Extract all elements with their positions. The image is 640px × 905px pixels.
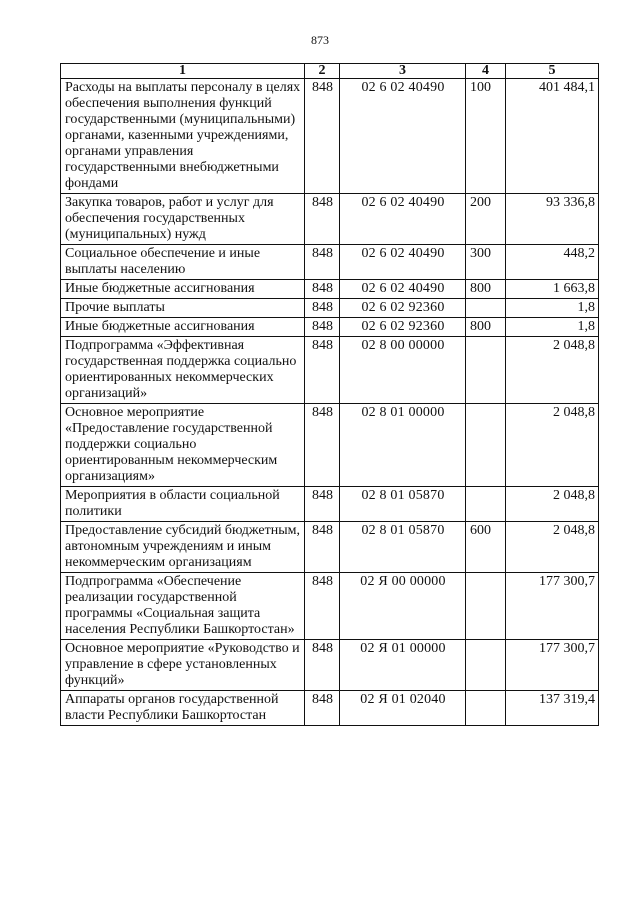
- table-row: [61, 280, 599, 299]
- row-name: Предоставление субсидий бюджетным, автономным учреждениям и иным некоммерческим организациям: [61, 522, 305, 573]
- table-row: [61, 640, 599, 691]
- header-col-5: 5: [506, 64, 599, 79]
- row-amount: 2 048,8: [506, 404, 599, 487]
- row-code: 848: [305, 640, 340, 691]
- row-expense-type: [466, 487, 506, 522]
- table-header-row: [61, 64, 599, 79]
- header-col-4: 4: [466, 64, 506, 79]
- header-col-2: 2: [305, 64, 340, 79]
- row-name: Закупка товаров, работ и услуг для обеспечения государственных (муниципальных) нужд: [61, 194, 305, 245]
- row-expense-type: [466, 337, 506, 404]
- row-target-article: 02 8 01 05870: [340, 522, 466, 573]
- row-name: Подпрограмма «Эффективная государственная поддержка социально ориентированных некоммерческих организаций»: [61, 337, 305, 404]
- row-code: 848: [305, 404, 340, 487]
- budget-table: [60, 63, 599, 726]
- row-amount: 2 048,8: [506, 337, 599, 404]
- table-row: [61, 404, 599, 487]
- row-code: 848: [305, 487, 340, 522]
- row-expense-type: 800: [466, 318, 506, 337]
- row-target-article: 02 6 02 40490: [340, 79, 466, 194]
- table-row: [61, 194, 599, 245]
- row-expense-type: [466, 640, 506, 691]
- table-row: [61, 318, 599, 337]
- row-code: 848: [305, 691, 340, 726]
- row-code: 848: [305, 194, 340, 245]
- header-col-1: 1: [61, 64, 305, 79]
- row-name: Основное мероприятие «Руководство и управление в сфере установленных функций»: [61, 640, 305, 691]
- row-expense-type: [466, 299, 506, 318]
- table-row: [61, 573, 599, 640]
- row-name: Прочие выплаты: [61, 299, 305, 318]
- row-name: Мероприятия в области социальной политики: [61, 487, 305, 522]
- row-expense-type: 600: [466, 522, 506, 573]
- row-amount: 1 663,8: [506, 280, 599, 299]
- row-target-article: 02 Я 01 00000: [340, 640, 466, 691]
- row-amount: 137 319,4: [506, 691, 599, 726]
- row-expense-type: [466, 573, 506, 640]
- row-amount: 177 300,7: [506, 640, 599, 691]
- row-name: Аппараты органов государственной власти Республики Башкортостан: [61, 691, 305, 726]
- row-name: Основное мероприятие «Предоставление государственной поддержки социально ориентированным некоммерческим организациям»: [61, 404, 305, 487]
- row-amount: 93 336,8: [506, 194, 599, 245]
- row-target-article: 02 6 02 40490: [340, 280, 466, 299]
- table-row: [61, 691, 599, 726]
- table-row: [61, 79, 599, 194]
- row-name: Расходы на выплаты персоналу в целях обеспечения выполнения функций государственными (муниципальными) органами, казенными учреждениями, органами управления государственными внебюджетными фондами: [61, 79, 305, 194]
- row-amount: 2 048,8: [506, 522, 599, 573]
- row-code: 848: [305, 522, 340, 573]
- row-amount: 2 048,8: [506, 487, 599, 522]
- row-code: 848: [305, 318, 340, 337]
- row-amount: 177 300,7: [506, 573, 599, 640]
- row-target-article: 02 6 02 92360: [340, 318, 466, 337]
- row-expense-type: 800: [466, 280, 506, 299]
- row-name: Иные бюджетные ассигнования: [61, 280, 305, 299]
- page-number: 873: [311, 33, 329, 47]
- table-row: [61, 245, 599, 280]
- row-target-article: 02 6 02 40490: [340, 194, 466, 245]
- row-amount: 448,2: [506, 245, 599, 280]
- row-name: Иные бюджетные ассигнования: [61, 318, 305, 337]
- row-target-article: 02 6 02 40490: [340, 245, 466, 280]
- row-code: 848: [305, 245, 340, 280]
- row-expense-type: 200: [466, 194, 506, 245]
- row-expense-type: [466, 691, 506, 726]
- row-target-article: 02 8 01 00000: [340, 404, 466, 487]
- row-name: Социальное обеспечение и иные выплаты населению: [61, 245, 305, 280]
- table-row: [61, 522, 599, 573]
- row-code: 848: [305, 280, 340, 299]
- row-target-article: 02 Я 00 00000: [340, 573, 466, 640]
- row-amount: 1,8: [506, 318, 599, 337]
- table-row: [61, 337, 599, 404]
- table-row: [61, 299, 599, 318]
- row-name: Подпрограмма «Обеспечение реализации государственной программы «Социальная защита населения Республики Башкортостан»: [61, 573, 305, 640]
- row-code: 848: [305, 573, 340, 640]
- row-code: 848: [305, 337, 340, 404]
- row-target-article: 02 8 00 00000: [340, 337, 466, 404]
- row-expense-type: 100: [466, 79, 506, 194]
- header-col-3: 3: [340, 64, 466, 79]
- row-target-article: 02 Я 01 02040: [340, 691, 466, 726]
- row-expense-type: 300: [466, 245, 506, 280]
- row-amount: 401 484,1: [506, 79, 599, 194]
- row-amount: 1,8: [506, 299, 599, 318]
- row-code: 848: [305, 299, 340, 318]
- row-expense-type: [466, 404, 506, 487]
- row-target-article: 02 6 02 92360: [340, 299, 466, 318]
- table-row: [61, 487, 599, 522]
- row-code: 848: [305, 79, 340, 194]
- row-target-article: 02 8 01 05870: [340, 487, 466, 522]
